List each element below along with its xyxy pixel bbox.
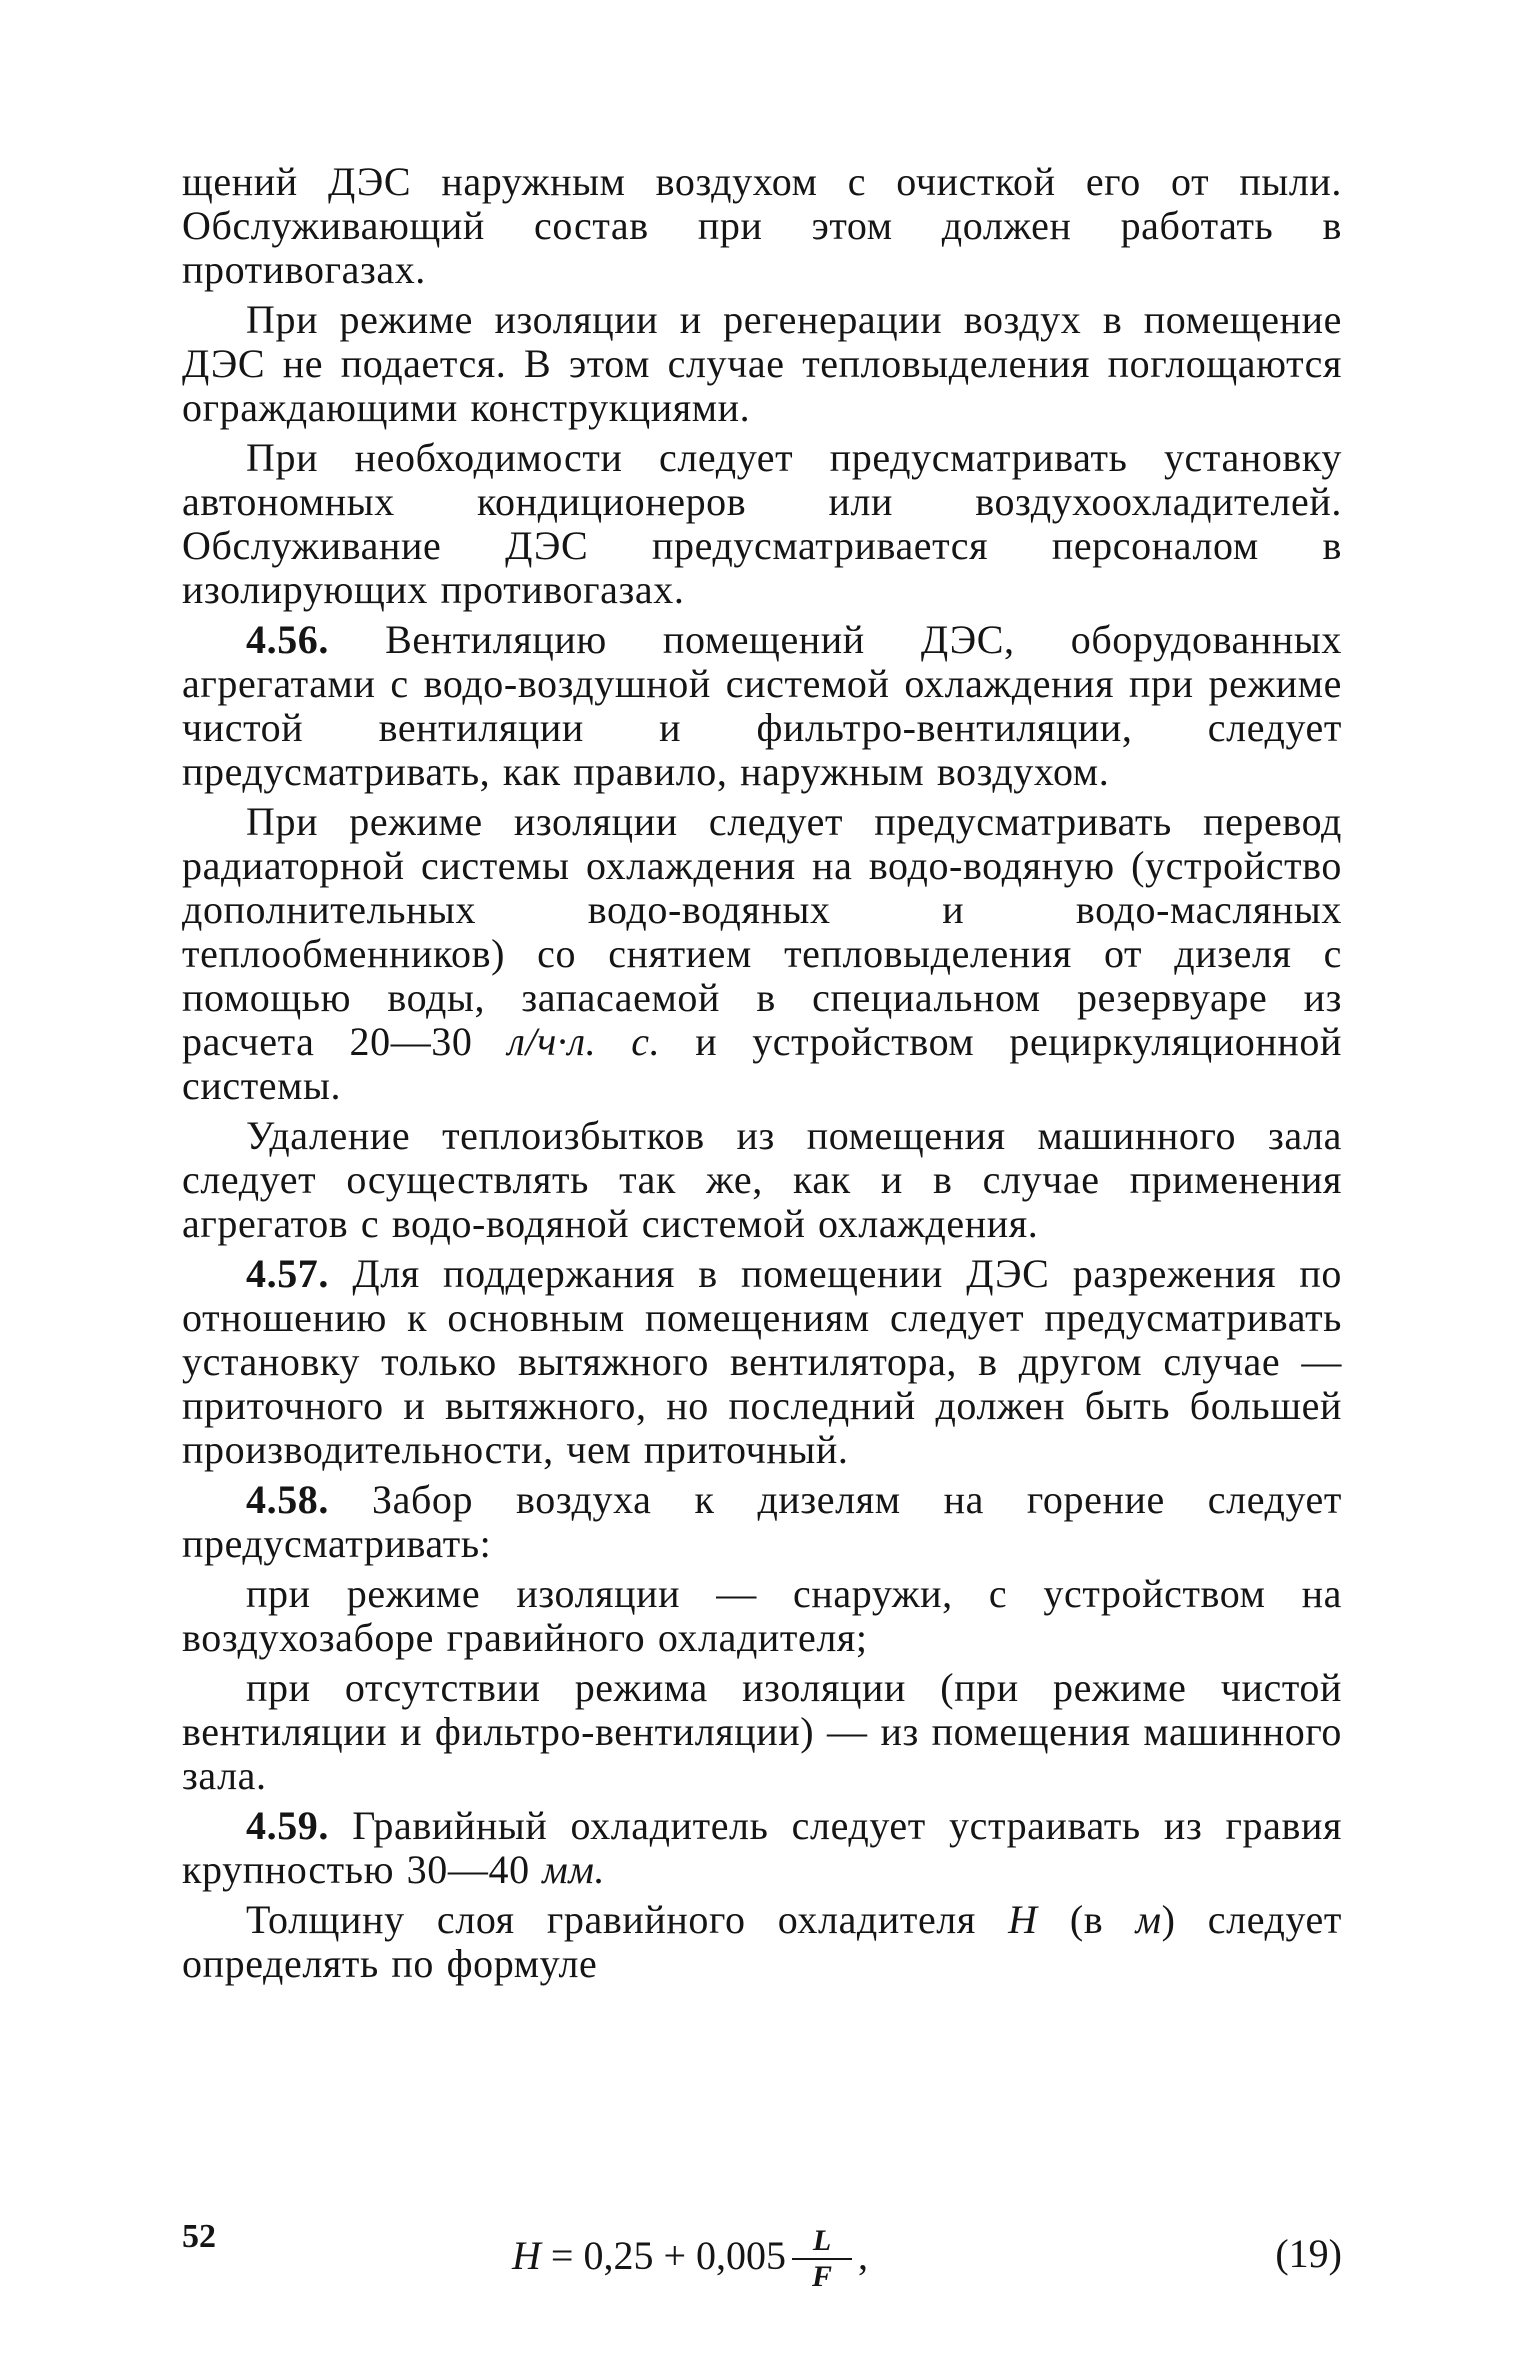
list-item-isolation bbox=[182, 1572, 1342, 1660]
section-4-58 bbox=[182, 1478, 1342, 1566]
page-number: 52 bbox=[182, 2218, 216, 2255]
paragraph-formula-intro bbox=[182, 1898, 1342, 1986]
unit-text: мм. bbox=[542, 1847, 606, 1892]
section-number: 4.59. bbox=[246, 1803, 329, 1848]
paragraph-radiator-system bbox=[182, 800, 1342, 1108]
equation-number: (19) bbox=[1275, 2231, 1342, 2276]
unit-text: л/ч·л. с. bbox=[507, 1019, 661, 1064]
formula-fraction bbox=[792, 2224, 852, 2294]
paragraph-text: и устройством рециркуляционной системы. bbox=[182, 1019, 1343, 1108]
paragraph-isolation-regeneration bbox=[182, 298, 1342, 430]
paragraph-text: Вентиляцию помещений ДЭС, оборудованных агрегатами с водо-воздушной системой охлаждения при режиме чистой вентиляции и фильтро-вентиляции, следует предусматривать, как правило, наружным воздухом. bbox=[182, 617, 1342, 794]
paragraph-text: щений ДЭС наружным воздухом с очисткой его от пыли. Обслуживающий состав при этом должен работать в противогазах. bbox=[182, 159, 1342, 292]
paragraph-text: при отсутствии режима изоляции (при режиме чистой вентиляции и фильтро-вентиляции) — из помещения машинного зала. bbox=[182, 1665, 1342, 1798]
formula-numerator: L bbox=[812, 2224, 832, 2257]
section-number: 4.58. bbox=[246, 1477, 329, 1522]
unit-text: м bbox=[1135, 1897, 1162, 1942]
paragraph-text: Забор воздуха к дизелям на горение следует предусматривать: bbox=[182, 1477, 1342, 1566]
formula-denominator: F bbox=[812, 2260, 833, 2293]
paragraph-text: Удаление теплоизбытков из помещения машинного зала следует осуществлять так же, как и в случае применения агрегатов с водо-водяной системой охлаждения. bbox=[182, 1113, 1342, 1246]
paragraph-text: При режиме изоляции и регенерации воздух в помещение ДЭС не подается. В этом случае тепловыделения поглощаются ограждающими конструкциями. bbox=[182, 297, 1342, 430]
formula-19 bbox=[182, 2208, 1342, 2328]
section-4-57 bbox=[182, 1252, 1342, 1472]
paragraph-air-conditioners bbox=[182, 436, 1342, 612]
paragraph-text: ) следует определять по формуле bbox=[182, 1897, 1342, 1986]
formula-lhs: H bbox=[512, 2232, 541, 2278]
formula-middle: = 0,25 + 0,005 bbox=[540, 2232, 787, 2278]
paragraph-text: (в bbox=[1037, 1897, 1136, 1942]
formula-trailing: , bbox=[858, 2232, 869, 2278]
section-number: 4.56. bbox=[246, 617, 329, 662]
paragraph-text: Для поддержания в помещении ДЭС разрежения по отношению к основным помещениям следует предусматривать установку только вытяжного вентилятора, в другом случае — приточного и вытяжного, но последний должен быть большей производительности, чем приточный. bbox=[182, 1251, 1343, 1472]
list-item-no-isolation bbox=[182, 1666, 1342, 1798]
paragraph-text: При необходимости следует предусматривать установку автономных кондиционеров или воздухоохладителей. Обслуживание ДЭС предусматривается персоналом в изолирующих противогазах. bbox=[182, 435, 1342, 612]
section-number: 4.57. bbox=[246, 1251, 329, 1296]
paragraph-heat-removal bbox=[182, 1114, 1342, 1246]
section-4-56 bbox=[182, 618, 1342, 794]
paragraph-text: Толщину слоя гравийного охладителя bbox=[246, 1897, 1009, 1942]
variable-text: H bbox=[1008, 1897, 1038, 1942]
paragraph-text: Гравийный охладитель следует устраивать из гравия крупностью 30—40 bbox=[182, 1803, 1342, 1892]
section-4-59 bbox=[182, 1804, 1342, 1892]
paragraph-continuation bbox=[182, 160, 1342, 292]
paragraph-text: При режиме изоляции следует предусматривать перевод радиаторной системы охлаждения на водо-водяную (устройство дополнительных водо-водяных и водо-масляных теплообменников) со снятием тепловыделения от дизеля с помощью воды, запасаемой в специальном резервуаре из расчета 20—30 bbox=[182, 799, 1342, 1064]
paragraph-text: при режиме изоляции — снаружи, с устройством на воздухозаборе гравийного охладителя; bbox=[182, 1571, 1342, 1660]
formula-expression bbox=[512, 2220, 869, 2293]
